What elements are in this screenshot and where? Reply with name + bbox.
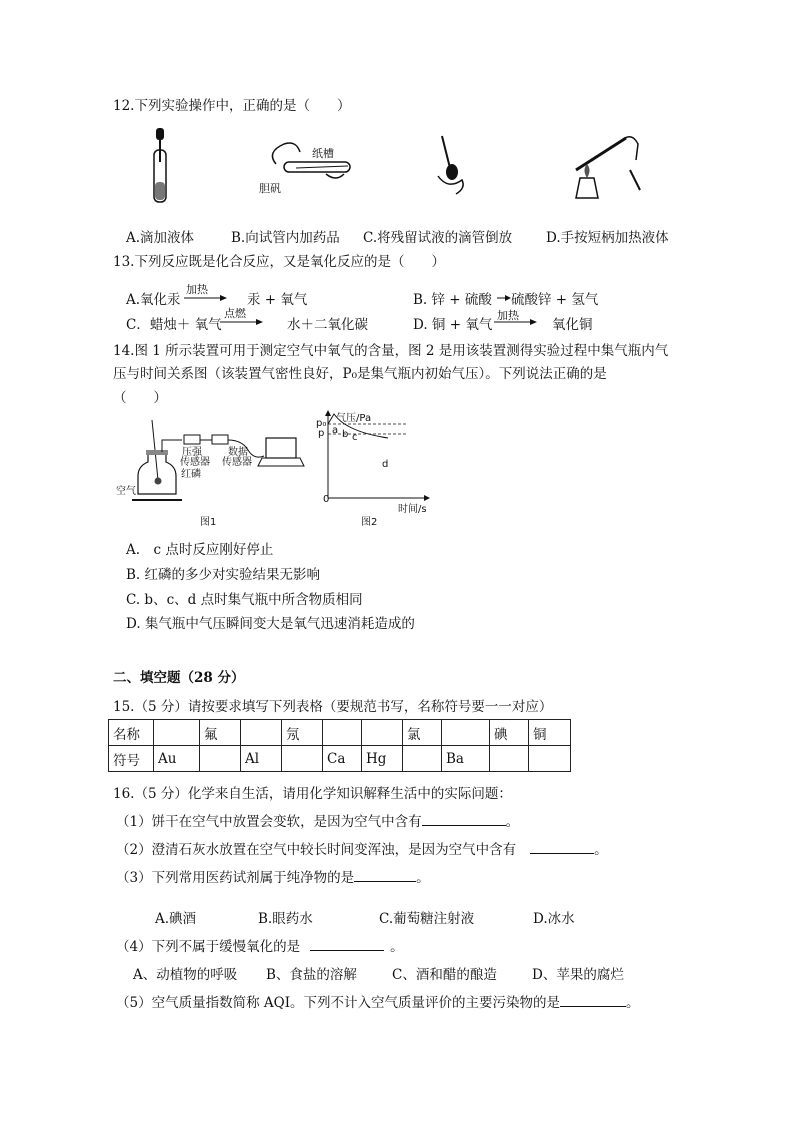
table-cell: Ca: [323, 746, 362, 772]
heating-liquid-image: [566, 130, 646, 202]
q16-stem: 16.（5 分）化学来自生活，请用化学知识解释生活中的实际问题：: [113, 786, 512, 802]
q12-stem: 12.下列实验操作中，正确的是（ ）: [113, 98, 351, 114]
q13-c-arrow: [220, 318, 266, 326]
table-cell: Au: [154, 746, 200, 772]
table-cell[interactable]: [200, 746, 241, 772]
q15-stem: 15.（5 分）请按要求填写下列表格（要规范书写，名称符号要一一对应）: [113, 699, 553, 715]
q13-a-right: 汞 + 氧气: [247, 292, 308, 308]
q12-option-d: D.手按短柄加热液体: [546, 230, 669, 246]
q12-option-b: B.向试管内加药品: [231, 230, 340, 246]
q16-s3-option-d: D.冰水: [533, 911, 575, 927]
fig2-caption: 图2: [361, 517, 378, 528]
figure1-apparatus: [112, 420, 312, 502]
label-chalcanthite: 胆矾: [259, 182, 281, 195]
q14-option-d: D. 集气瓶中气压瞬间变大是氧气迅速消耗造成的: [126, 616, 415, 632]
q16-s4-option-b: B、食盐的溶解: [266, 967, 357, 983]
table-cell: 氯: [403, 720, 442, 746]
q16-sub1-end: 。: [505, 814, 520, 830]
q16-sub2: [116, 838, 608, 858]
q13-a-arrow: [184, 294, 228, 302]
table-cell[interactable]: [241, 720, 282, 746]
answer-blank-3[interactable]: [354, 869, 416, 882]
fig2-point-a: a: [332, 425, 339, 436]
section2-heading: 二、填空题（28 分）: [113, 670, 245, 686]
fig1-sensor2-line2: 传感器: [222, 457, 252, 468]
fig1-caption: 图1: [200, 517, 217, 528]
answer-blank-2[interactable]: [530, 841, 594, 854]
q13-c-condition: 点燃: [224, 307, 246, 320]
q14-stem-line3: （ ）: [113, 390, 167, 406]
q16-sub1-text: （1）饼干在空气中放置会变软，是因为空气中含有: [116, 814, 422, 830]
table-cell: 氖: [282, 720, 323, 746]
q13-d-condition: 加热: [497, 309, 519, 322]
q13-stem: 13.下列反应既是化合反应，又是氧化反应的是（ ）: [113, 254, 445, 270]
q16-s4-option-a: A、动植物的呼吸: [133, 967, 238, 983]
table-cell: Al: [241, 746, 282, 772]
table-cell: 名称: [109, 720, 154, 746]
q16-s3-option-c: C.葡萄糖注射液: [379, 911, 475, 927]
q13-d-right: 氧化铜: [552, 317, 593, 333]
fig1-air-label: 空气: [116, 486, 136, 497]
fig2-ylabel: 气压/Pa: [336, 413, 372, 424]
q16-s3-option-b: B.眼药水: [258, 911, 313, 927]
table-cell: Hg: [362, 746, 403, 772]
fig2-point-d: d: [382, 459, 389, 470]
q13-b-right: 硫酸锌 + 氢气: [511, 292, 599, 308]
q16-sub4-text: （4）下列不属于缓慢氧化的是: [116, 939, 301, 955]
q13-a-left: A.氧化汞: [126, 292, 181, 308]
table-cell: 碘: [490, 720, 529, 746]
dropper-test-tube-image: [148, 128, 172, 204]
fig2-p-label: p: [318, 428, 325, 439]
table-cell[interactable]: [403, 746, 442, 772]
table-cell[interactable]: [490, 746, 529, 772]
q16-sub3-end: 。: [416, 870, 430, 886]
table-cell: Ba: [442, 746, 490, 772]
fig1-sensor1-line2: 传感器: [180, 457, 210, 468]
fig1-sensor1-line1: 压强: [182, 447, 202, 458]
q12-option-c: C.将残留试液的滴管倒放: [363, 230, 513, 246]
q16-s4-option-c: C、酒和醋的酿造: [392, 967, 497, 983]
q16-sub3: [116, 866, 430, 886]
table-cell: 符号: [109, 746, 154, 772]
q16-sub2-text: （2）澄清石灰水放置在空气中较长时间变浑浊，是因为空气中含有: [116, 842, 517, 858]
q14-option-a: A. c 点时反应刚好停止: [126, 542, 274, 558]
answer-blank-1[interactable]: [422, 813, 506, 826]
q16-sub4: [116, 935, 404, 955]
q16-sub1: [116, 810, 519, 830]
q14-option-c: C. b、c、d 点时集气瓶中所含物质相同: [126, 592, 363, 608]
table-cell: 铜: [529, 720, 571, 746]
q16-sub3-text: （3）下列常用医药试剂属于纯净物的是: [116, 870, 355, 886]
table-cell[interactable]: [442, 720, 490, 746]
q16-sub2-end: 。: [594, 842, 608, 858]
q16-sub5: [116, 991, 640, 1011]
table-row-symbols: [109, 746, 571, 772]
q13-c-left: C．蜡烛＋ 氧气: [126, 317, 222, 333]
table-cell[interactable]: [282, 746, 323, 772]
fig2-p0-label: p₀: [316, 418, 327, 429]
fig2-xlabel: 时间/s: [398, 504, 427, 515]
q13-d-arrow: [494, 318, 540, 326]
table-cell: 氟: [200, 720, 241, 746]
answer-blank-5[interactable]: [560, 994, 626, 1007]
fig2-point-c: c: [352, 432, 358, 443]
fig1-sensor2-line1: 数据: [228, 447, 248, 458]
q14-stem-line1: 14.图 1 所示装置可用于测定空气中氧气的含量，图 2 是用该装置测得实验过程中集气瓶内气: [113, 343, 669, 359]
table-cell[interactable]: [362, 720, 403, 746]
q16-s4-option-d: D、苹果的腐烂: [532, 967, 624, 983]
fig2-origin-label: 0: [323, 494, 330, 505]
answer-blank-4[interactable]: [310, 938, 384, 951]
fig2-point-b: b: [342, 429, 349, 440]
q13-d-left: D. 铜 + 氧气: [413, 317, 493, 333]
table-cell[interactable]: [529, 746, 571, 772]
element-table: [108, 719, 571, 772]
q16-sub4-end: 。: [390, 939, 404, 955]
q12-option-a: A.滴加液体: [126, 230, 195, 246]
table-cell[interactable]: [154, 720, 200, 746]
q16-sub5-text: （5）空气质量指数简称 AQI。下列不计入空气质量评价的主要污染物的是: [116, 995, 561, 1011]
q13-a-condition: 加热: [186, 283, 208, 296]
table-row-names: [109, 720, 571, 746]
q14-stem-line2: 压与时间关系图（该装置气密性良好，P₀是集气瓶内初始气压）。下列说法正确的是: [113, 366, 607, 382]
inverted-dropper-image: [430, 132, 470, 196]
q16-s3-option-a: A.碘酒: [155, 911, 197, 927]
label-paper-trough: 纸槽: [312, 147, 334, 160]
table-cell[interactable]: [323, 720, 362, 746]
fig1-red-phosphorus: 红磷: [181, 469, 201, 480]
q14-option-b: B. 红磷的多少对实验结果无影响: [126, 567, 321, 583]
q13-c-right: 水＋二氧化碳: [287, 317, 368, 333]
q13-b-left: B. 锌 + 硫酸: [413, 292, 492, 308]
q16-sub5-end: 。: [626, 995, 640, 1011]
